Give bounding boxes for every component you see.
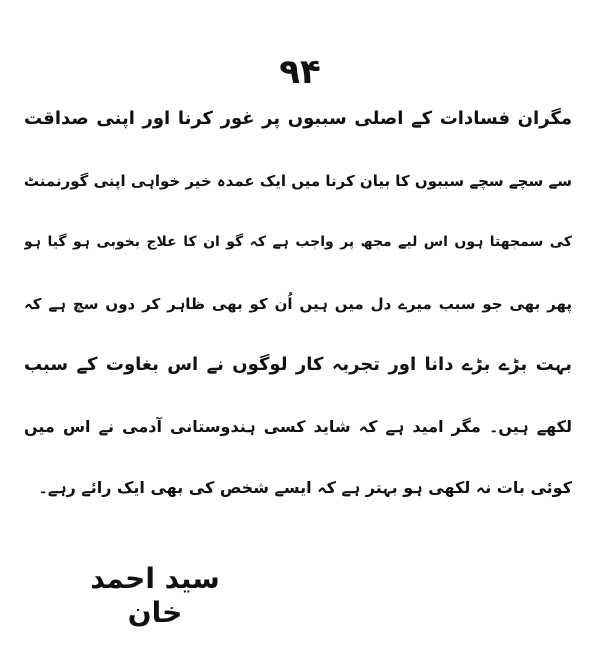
page-number: ۹۴ — [279, 52, 321, 92]
text-line-1: مگران فسادات کے اصلی سببوں پر غور کرنا اور اپنی صداقت — [24, 108, 572, 129]
text-line-7: کوئی بات نہ لکھی ہو بہتر ہے کہ ایسے شخص کی بھی ایک رائے رہے۔ — [38, 478, 572, 497]
text-line-3: کی سمجھتا ہوں اس لیے مجھ پر واجب ہے کہ گو ان کا علاج بخوبی ہو گیا ہو — [24, 234, 572, 250]
author-signature: سید احمد خان — [90, 562, 220, 629]
text-line-4: پھر بھی جو سبب میرے دل میں ہیں اُن کو بھی ظاہر کر دوں سچ ہے کہ — [24, 294, 572, 313]
text-line-2: سے سچے سچے سببوں کا بیان کرنا میں ایک عمدہ خیر خواہی اپنی گورنمنٹ — [24, 171, 572, 190]
text-line-5: بہت بڑے بڑے دانا اور تجربہ کار لوگوں نے اس بغاوت کے سبب — [24, 354, 572, 375]
body-text — [24, 104, 572, 535]
text-line-6: لکھے ہیں۔ مگر امید ہے کہ شاید کسی ہندوستانی آدمی نے اس میں — [24, 416, 572, 436]
